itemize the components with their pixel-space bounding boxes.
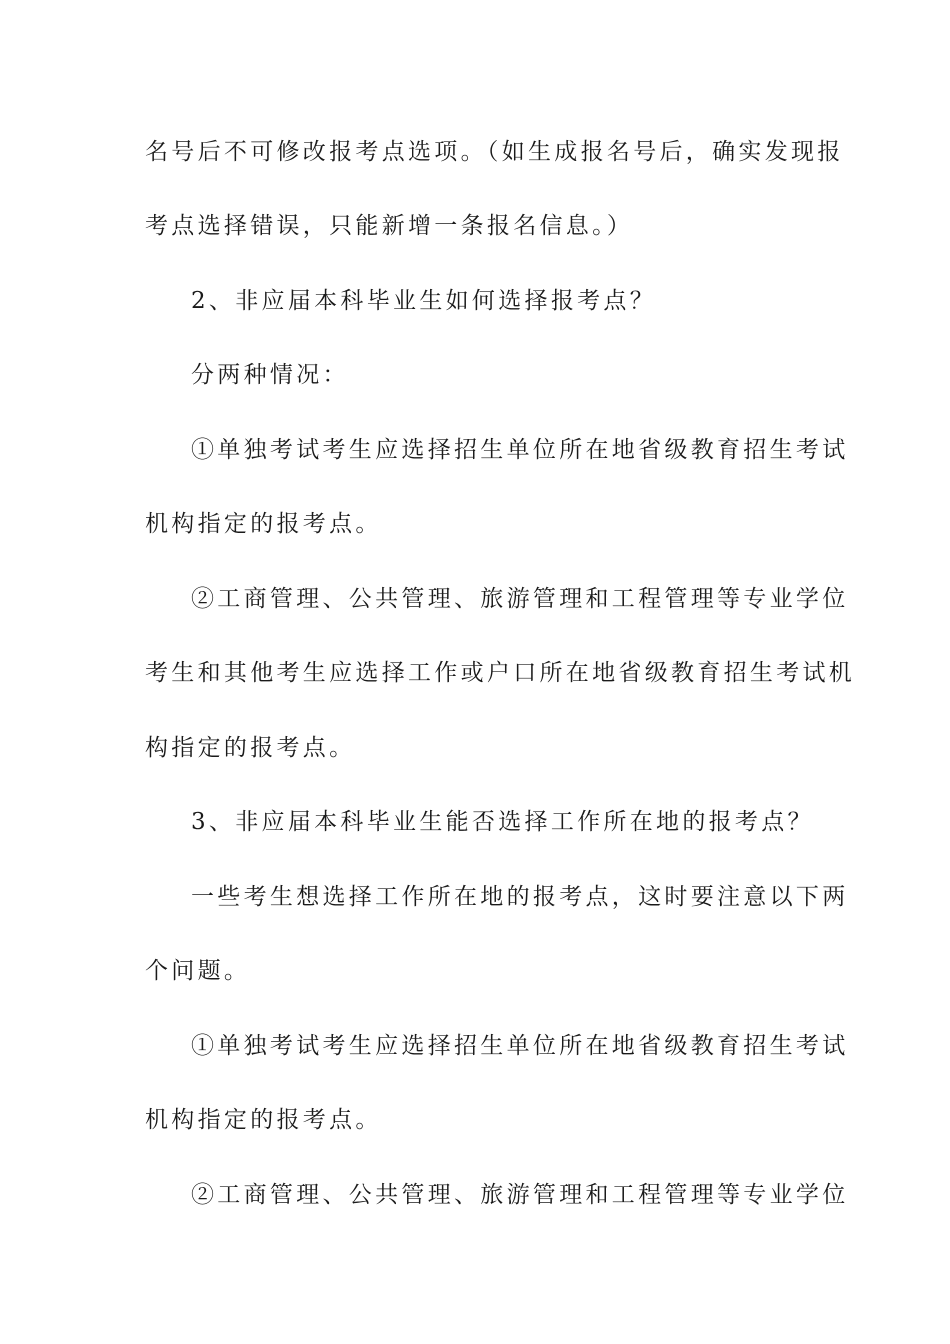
list-item-line: 机构指定的报考点。: [145, 1107, 382, 1133]
list-item-line: ②工商管理、公共管理、旅游管理和工程管理等专业学位: [191, 1182, 849, 1208]
paragraph-line: 考点选择错误，只能新增一条报名信息。）: [145, 213, 634, 239]
paragraph-line: 一些考生想选择工作所在地的报考点，这时要注意以下两: [191, 884, 849, 910]
paragraph-line: 名号后不可修改报考点选项。（如生成报名号后，确实发现报: [145, 139, 844, 165]
paragraph-line: 个问题。: [145, 958, 251, 984]
list-item-line: 考生和其他考生应选择工作或户口所在地省级教育招生考试机: [145, 660, 856, 686]
list-item-line: ②工商管理、公共管理、旅游管理和工程管理等专业学位: [191, 586, 849, 612]
question-heading: 2、非应届本科毕业生如何选择报考点？: [191, 288, 657, 314]
question-heading: 3、非应届本科毕业生能否选择工作所在地的报考点？: [191, 809, 814, 835]
list-item-line: 机构指定的报考点。: [145, 511, 382, 537]
list-item-line: 构指定的报考点。: [145, 735, 356, 761]
paragraph-line: 分两种情况：: [191, 362, 349, 388]
list-item-line: ①单独考试考生应选择招生单位所在地省级教育招生考试: [191, 437, 849, 463]
list-item-line: ①单独考试考生应选择招生单位所在地省级教育招生考试: [191, 1033, 849, 1059]
